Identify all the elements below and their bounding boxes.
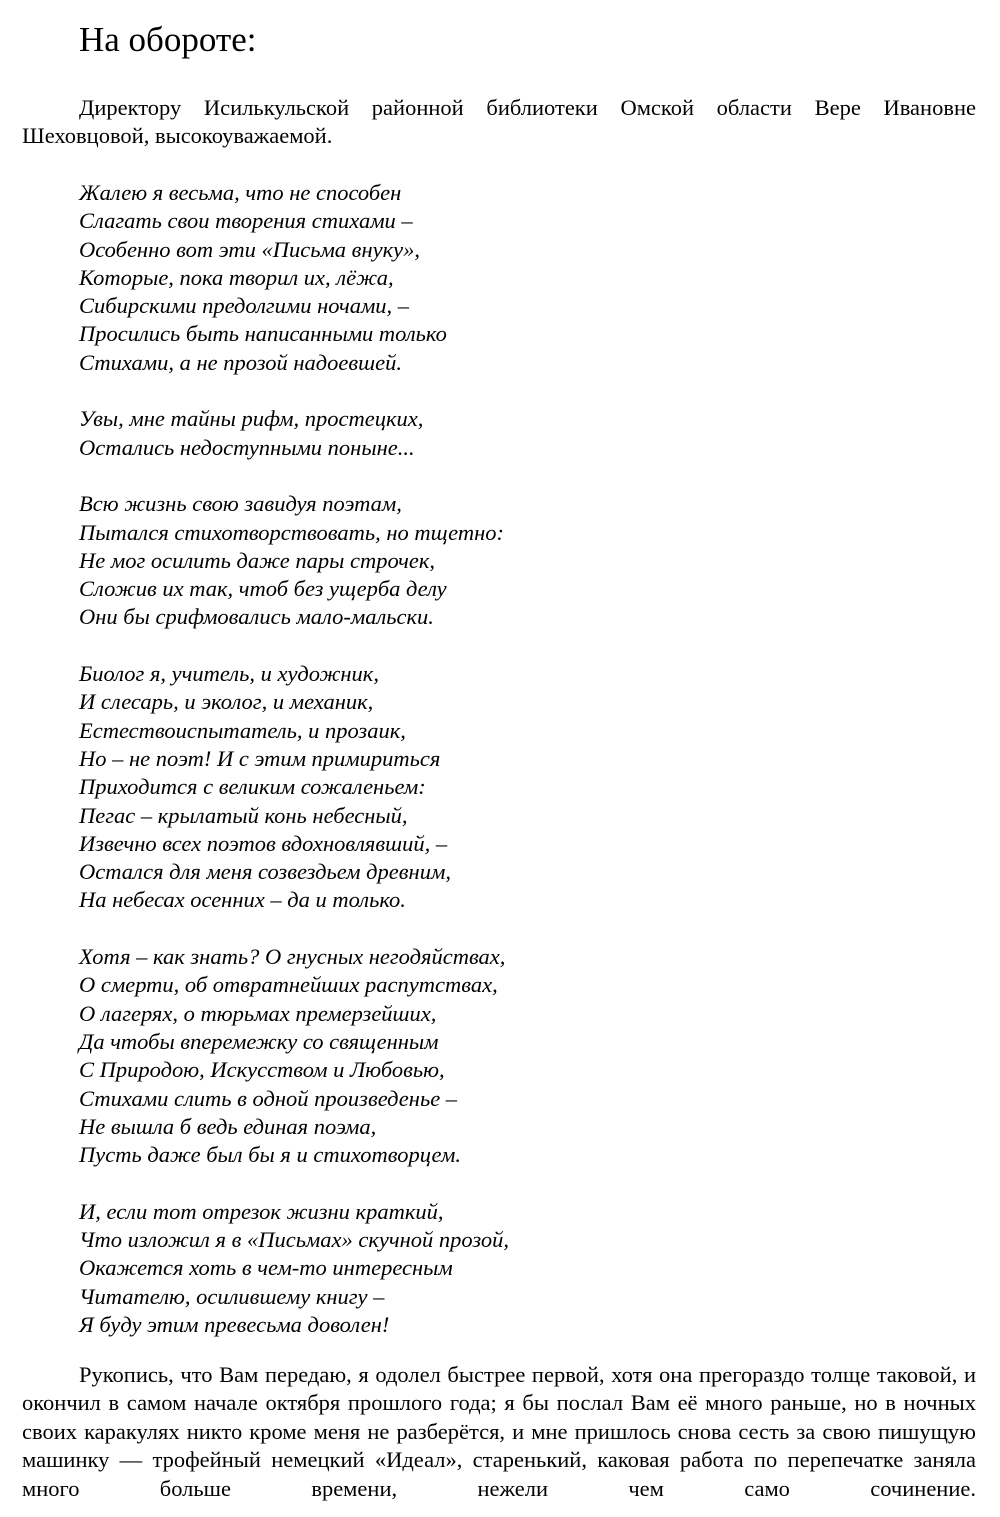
poem-line: Биолог я, учитель, и художник, xyxy=(79,661,379,687)
poem-line: На небесах осенних – да и только. xyxy=(79,887,406,913)
poem-line: С Природою, Искусством и Любовью, xyxy=(79,1057,445,1083)
poem-line: Остался для меня созвездьем древним, xyxy=(79,859,451,885)
poem-line: Что изложил я в «Письмах» скучной прозой, xyxy=(79,1226,509,1252)
poem-line: Окажется хоть в чем-то интересным xyxy=(79,1255,453,1281)
poem-stanza xyxy=(79,660,879,915)
poem-line: Жалею я весьма, что не способен xyxy=(79,180,402,205)
poem-stanza xyxy=(79,405,879,462)
poem-line: О смерти, об отвратнейших распутствах, xyxy=(79,972,498,998)
poem-line: Да чтобы вперемежку со священным xyxy=(79,1028,439,1054)
intro-paragraph: Директору Исилькульской районной библиотеки Омской области Вере Ивановне Шеховцовой, высокоуважаемой. xyxy=(22,95,976,149)
poem-line: Они бы срифмовались мало-мальски. xyxy=(79,604,434,630)
poem-line: Пытался стихотворствовать, но тщетно: xyxy=(79,519,505,545)
poem-line: Не мог осилить даже пары строчек, xyxy=(79,547,436,573)
poem xyxy=(79,179,879,1367)
poem-line: Пусть даже был бы я и стихотворцем. xyxy=(79,1142,461,1168)
poem-line: Не вышла б ведь единая поэма, xyxy=(79,1113,377,1139)
poem-line: Извечно всех поэтов вдохновлявший, – xyxy=(79,830,448,856)
poem-line: Сложив их так, чтоб без ущерба делу xyxy=(79,576,447,602)
poem-line: Просились быть написанными только xyxy=(79,321,447,347)
poem-line: Стихами слить в одной произведенье – xyxy=(79,1085,458,1111)
poem-line: Которые, пока творил их, лёжа, xyxy=(79,264,394,290)
poem-line: Слагать свои творения стихами – xyxy=(79,208,413,234)
poem-line: Остались недоступными поныне... xyxy=(79,434,415,460)
page-heading: На обороте: xyxy=(79,20,257,59)
poem-stanza xyxy=(79,490,879,631)
poem-line: Стихами, а не прозой надоевшей. xyxy=(79,349,402,375)
poem-line: Особенно вот эти «Письма внуку», xyxy=(79,236,420,262)
poem-line: Увы, мне тайны рифм, простецких, xyxy=(79,406,424,432)
poem-line: И слесарь, и эколог, и механик, xyxy=(79,689,374,715)
poem-stanza xyxy=(79,1198,879,1339)
poem-line: Естествоиспытатель, и прозаик, xyxy=(79,717,406,743)
poem-line: О лагерях, о тюрьмах премерзейших, xyxy=(79,1000,437,1026)
poem-line: Всю жизнь свою завидуя поэтам, xyxy=(79,491,402,517)
poem-line: Приходится с великим сожаленьем: xyxy=(79,774,426,800)
poem-line: Я буду этим превесьма доволен! xyxy=(79,1311,390,1337)
poem-stanza xyxy=(79,943,879,1169)
poem-line: И, если тот отрезок жизни краткий, xyxy=(79,1198,444,1224)
poem-line: Читателю, осилившему книгу – xyxy=(79,1283,385,1309)
poem-stanza xyxy=(79,179,879,377)
poem-line: Сибирскими предолгими ночами, – xyxy=(79,293,410,319)
poem-line: Пегас – крылатый конь небесный, xyxy=(79,802,408,828)
poem-line: Но – не поэт! И с этим примириться xyxy=(79,745,441,771)
closing-paragraph: Рукопись, что Вам передаю, я одолел быстрее первой, хотя она прегораздо толще таковой, и окончил в самом начале октября прошлого года; я бы послал Вам её много раньше, но в ночных своих каракулях никто кроме меня не разберётся, и мне пришлось снова сесть за свою пишущую машинку — трофейный немецкий «Идеал», старенький, каковая работа по перепечатке заняла много больше времени, нежели чем само сочинение. xyxy=(22,1362,976,1501)
poem-line: Хотя – как знать? О гнусных негодяйствах, xyxy=(79,944,506,970)
